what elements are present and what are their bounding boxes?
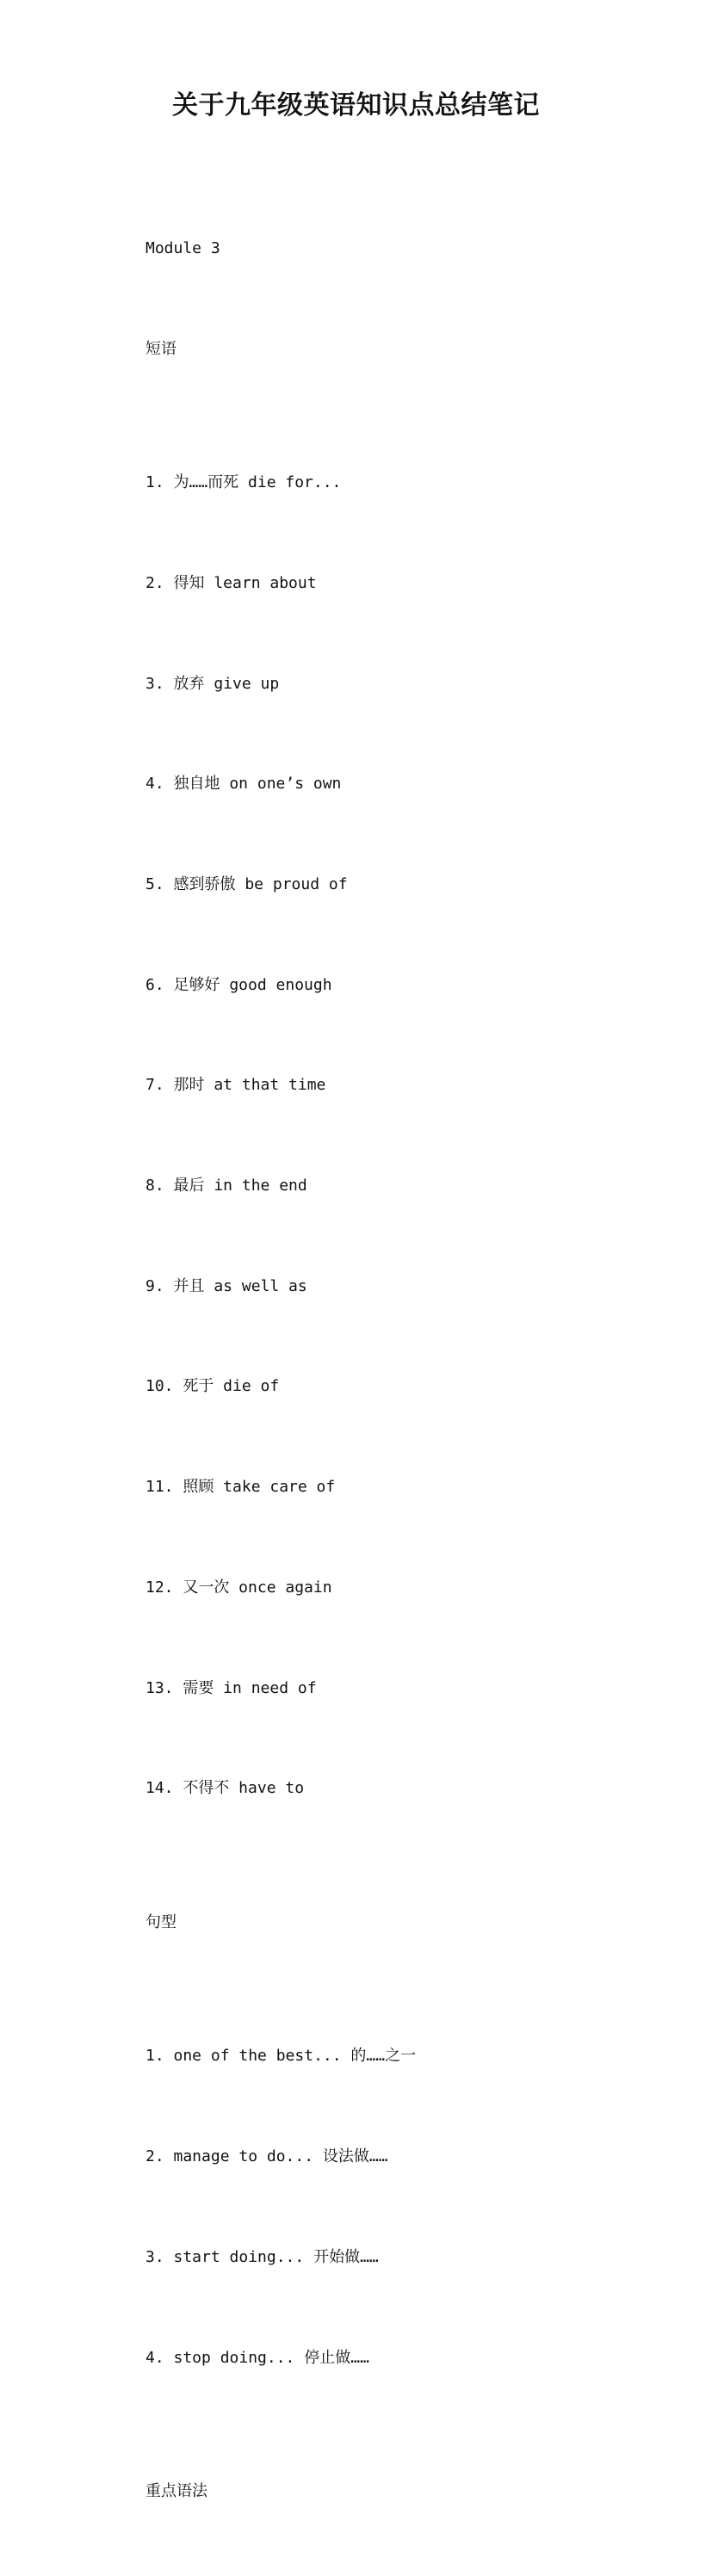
phrase-item: 1. 为……而死 die for... <box>145 473 342 492</box>
phrase-item: 7. 那时 at that time <box>145 1076 326 1095</box>
phrase-item: 2. 得知 learn about <box>145 573 317 592</box>
module-heading: Module 3 <box>145 238 220 257</box>
sentence-item: 2. manage to do... 设法做…… <box>145 2147 388 2166</box>
phrase-item: 13. 需要 in need of <box>145 1678 317 1697</box>
phrase-item: 5. 感到骄傲 be proud of <box>145 874 348 893</box>
document-title: 关于九年级英语知识点总结笔记 <box>172 90 540 120</box>
phrase-item: 12. 又一次 once again <box>145 1578 332 1597</box>
sentences-heading: 句型 <box>145 1912 176 1931</box>
phrase-item: 4. 独自地 on one’s own <box>145 775 342 794</box>
phrase-item: 8. 最后 in the end <box>145 1177 307 1195</box>
phrase-item: 3. 放弃 give up <box>145 674 280 693</box>
grammar-heading: 重点语法 <box>145 2482 207 2501</box>
phrase-item: 11. 照顾 take care of <box>145 1478 336 1497</box>
phrase-item: 10. 死于 die of <box>145 1377 280 1396</box>
sentence-item: 1. one of the best... 的……之一 <box>145 2047 417 2066</box>
phrases-heading: 短语 <box>145 339 176 358</box>
sentence-item: 3. start doing... 开始做…… <box>145 2247 379 2266</box>
document-body <box>145 165 662 2576</box>
phrase-item: 9. 并且 as well as <box>145 1276 307 1295</box>
phrase-item: 6. 足够好 good enough <box>145 975 332 994</box>
phrase-item: 14. 不得不 have to <box>145 1779 305 1798</box>
sentence-item: 4. stop doing... 停止做…… <box>145 2348 369 2367</box>
